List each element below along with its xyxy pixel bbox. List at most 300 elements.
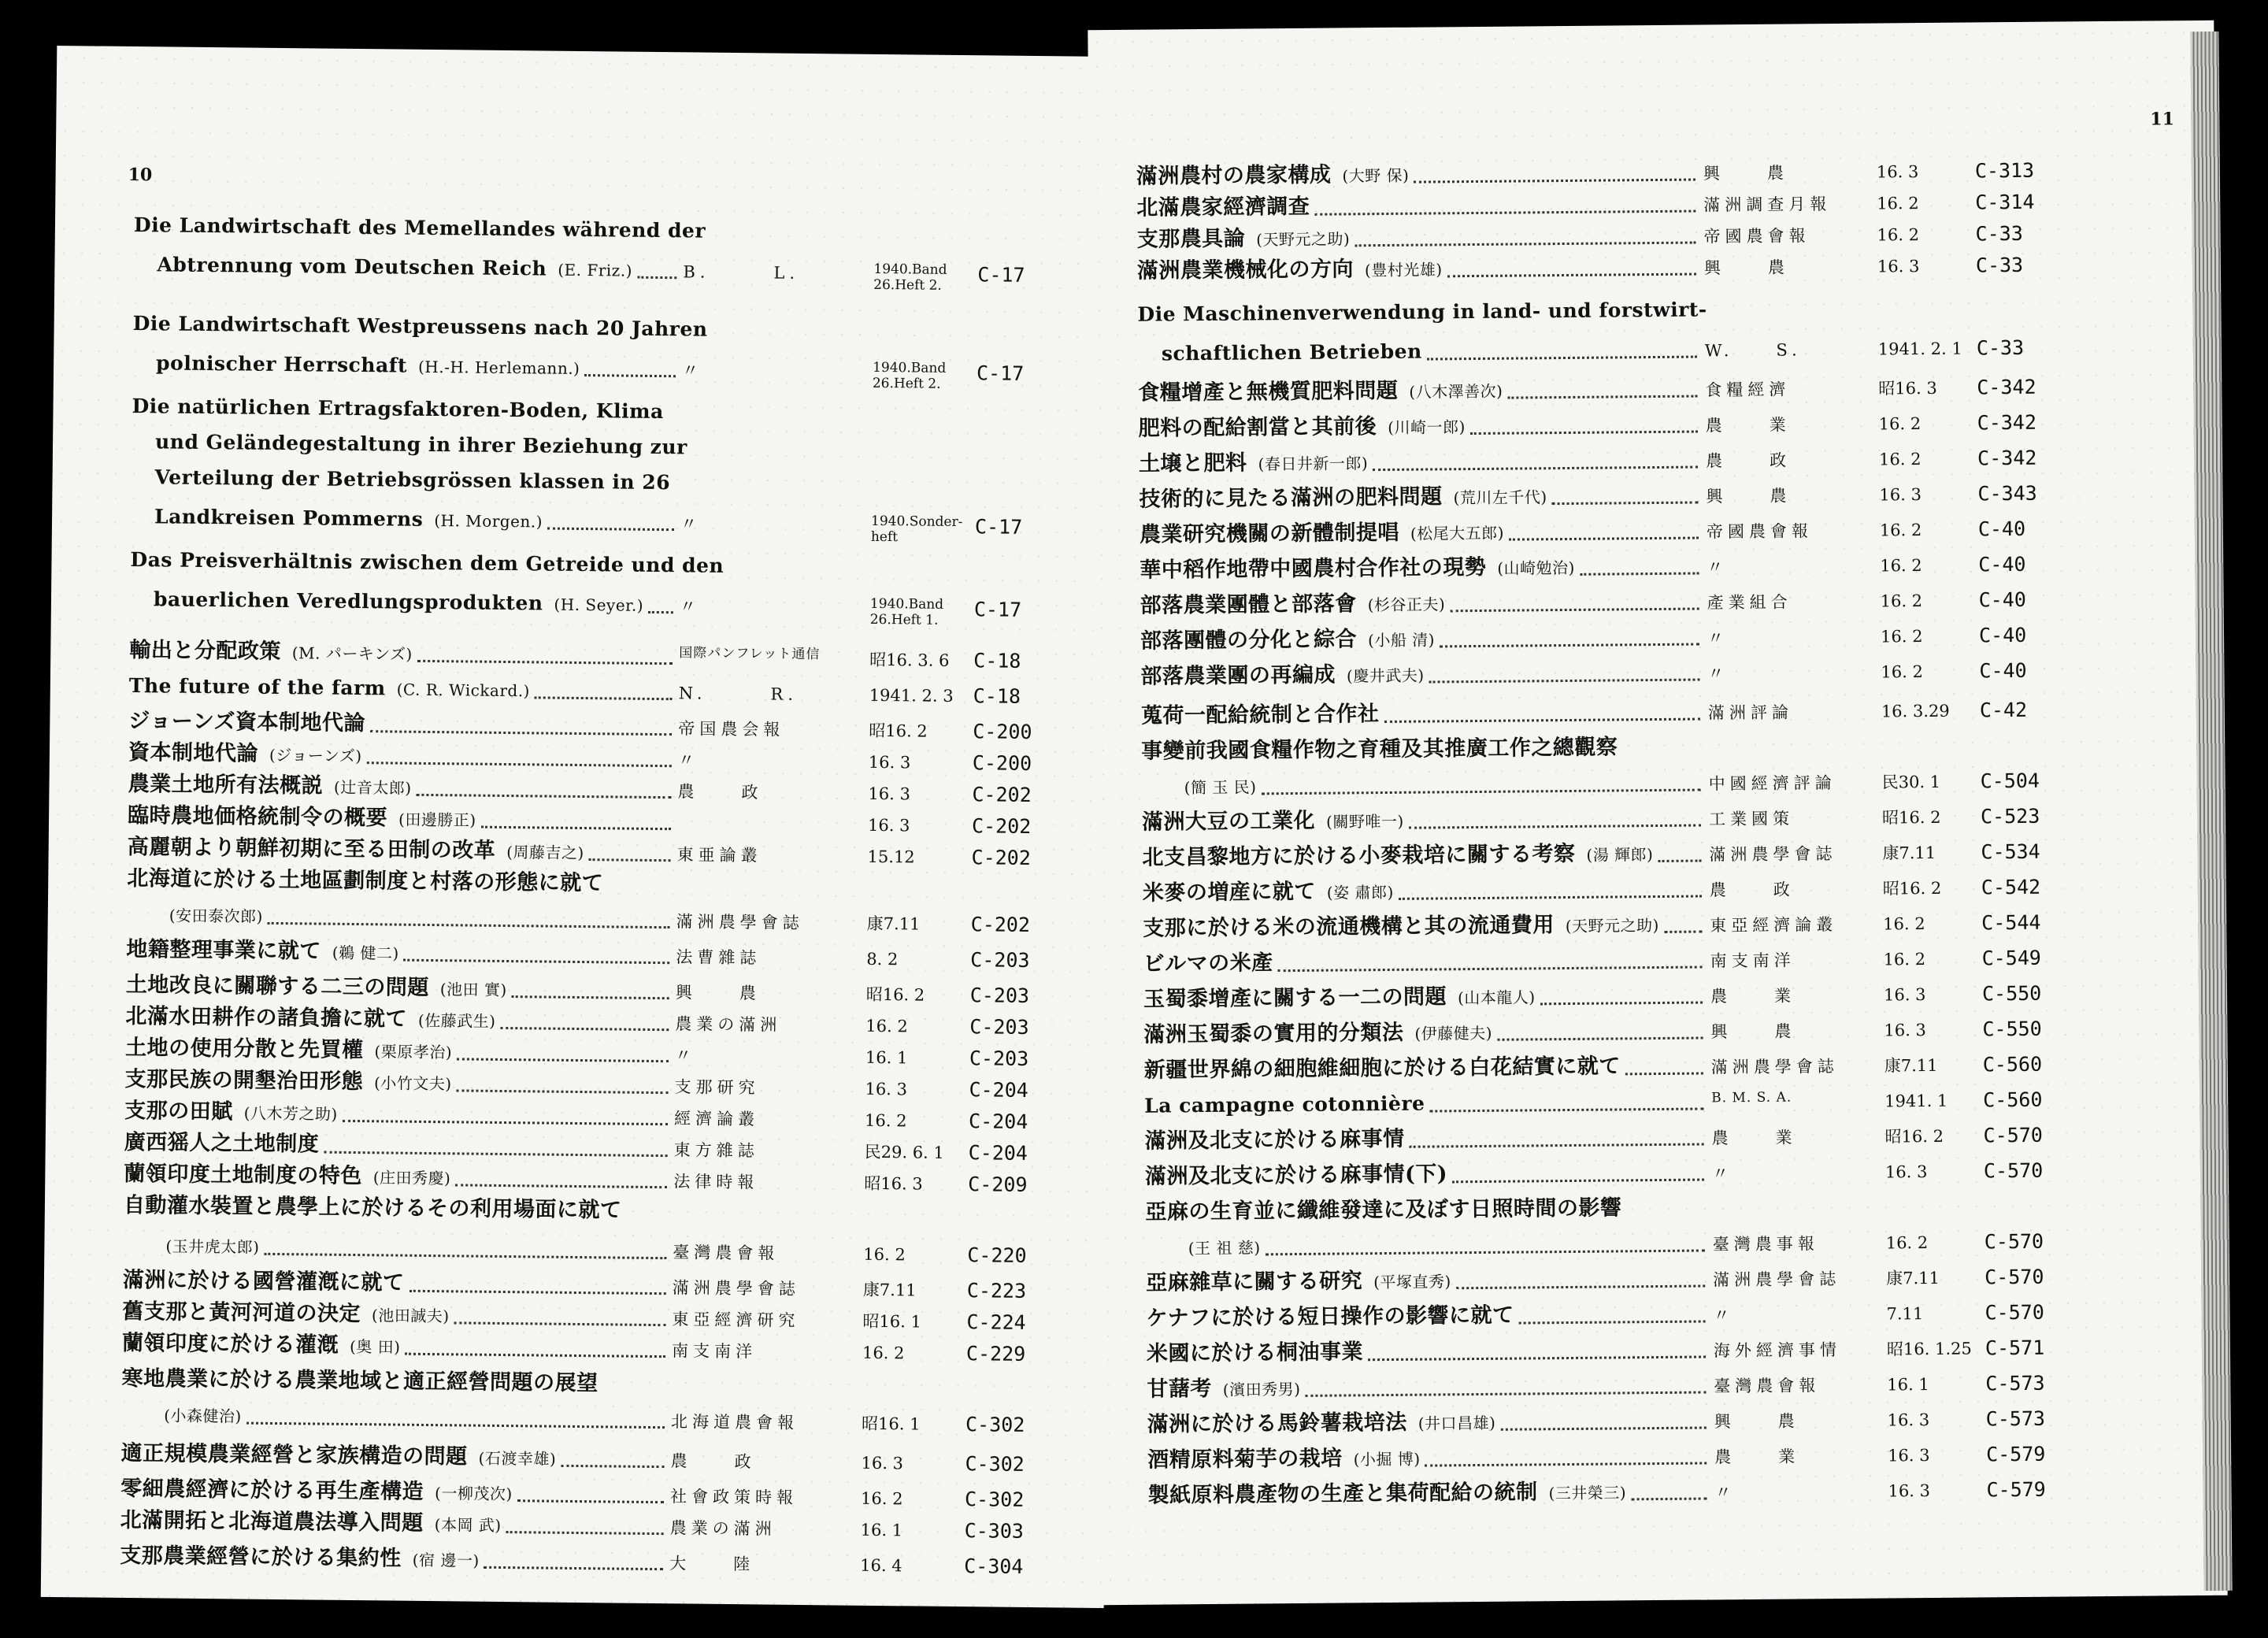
leader-dots bbox=[1451, 608, 1699, 613]
leader-dots bbox=[1355, 242, 1696, 247]
entry-date: 民30. 1 bbox=[1881, 772, 1941, 792]
leader-dots bbox=[1368, 1355, 1706, 1361]
entry-author: (山崎勉治) bbox=[1497, 558, 1575, 578]
entry-code: C-302 bbox=[964, 1488, 1025, 1511]
entry-source bbox=[1704, 292, 1893, 294]
entry-code: C-17 bbox=[973, 598, 1022, 621]
leader-dots bbox=[417, 660, 673, 665]
entry-title-text: 玉蜀黍增產に關する一二の問題 bbox=[1143, 984, 1447, 1012]
entry-author: (荒川左千代) bbox=[1453, 487, 1547, 508]
entry-title bbox=[1140, 658, 1424, 695]
entry-source: 興 農 bbox=[1703, 258, 1790, 278]
entry-row bbox=[54, 306, 1109, 351]
entry-title bbox=[1147, 1405, 1496, 1443]
entry-title bbox=[1139, 479, 1547, 518]
entry-source: 農業の滿洲 bbox=[675, 1014, 782, 1035]
entry-title bbox=[1145, 1191, 1621, 1229]
entry-title bbox=[1143, 874, 1394, 912]
left-page bbox=[41, 46, 1121, 1608]
entry-title bbox=[154, 582, 644, 623]
entry-date: 16. 3 bbox=[861, 1453, 904, 1473]
entry-title-text: 滿洲に於ける國營灌漑に就て bbox=[122, 1267, 405, 1295]
entry-author: (簡 玉 民) bbox=[1184, 777, 1257, 798]
entry-title-text: 亞麻雜草に關する研究 bbox=[1146, 1269, 1363, 1295]
entry-source: 滿洲調查月報 bbox=[1703, 195, 1832, 215]
entry-source: 中國經濟評論 bbox=[1708, 773, 1836, 794]
entry-date: 16. 3 bbox=[1887, 1410, 1930, 1430]
entry-title-text: 北海道に於ける土地區劃制度と村落の形態に就て bbox=[127, 865, 604, 896]
entry-date: 康7.11 bbox=[1884, 1055, 1938, 1076]
entry-source: 滿洲農學會誌 bbox=[672, 1278, 800, 1299]
entry-date: 1941. 1 bbox=[1884, 1091, 1948, 1111]
leader-dots bbox=[1456, 1284, 1705, 1289]
entry-code: C-17 bbox=[974, 515, 1023, 539]
entry-code: C-534 bbox=[1981, 839, 2040, 864]
entry-source: 社會政策時報 bbox=[669, 1487, 799, 1507]
leader-dots bbox=[1509, 537, 1699, 541]
entry-code: C-202 bbox=[972, 783, 1032, 806]
entry-title bbox=[1141, 697, 1380, 734]
entry-author: (奥 田) bbox=[349, 1336, 401, 1357]
entry-title-text: 滿洲に於ける馬鈴薯栽培法 bbox=[1147, 1410, 1407, 1437]
leader-dots bbox=[1314, 210, 1695, 216]
entry-source bbox=[676, 869, 865, 871]
entry-date: 昭16. 1.25 bbox=[1886, 1339, 1972, 1359]
entry-source: 支那研究 bbox=[674, 1077, 760, 1098]
entry-source: 北海道農會報 bbox=[670, 1412, 799, 1432]
entry-source: 農業の滿洲 bbox=[669, 1518, 776, 1539]
entry-date: 昭16. 1 bbox=[861, 1414, 921, 1434]
entry-code: C-523 bbox=[1980, 804, 2040, 828]
entry-title bbox=[122, 1326, 401, 1365]
entry-title bbox=[1144, 1049, 1621, 1088]
entry-source: 法曹雜誌 bbox=[676, 947, 762, 968]
entry-author: (小竹文夫) bbox=[373, 1073, 452, 1094]
entry-date: 16. 2 bbox=[862, 1343, 905, 1363]
entry-title-text: 酒精原料菊芋の栽培 bbox=[1147, 1446, 1343, 1473]
entry-source: 滿洲農學會誌 bbox=[1710, 1057, 1839, 1077]
entry-title bbox=[1173, 769, 1256, 805]
leader-dots bbox=[1552, 502, 1699, 506]
entry-author: (本岡 武) bbox=[434, 1515, 502, 1535]
entry-code: C-42 bbox=[1979, 698, 2028, 722]
entry-row bbox=[52, 498, 1107, 544]
entry-title-text: 蘭領印度に於ける灌漑 bbox=[121, 1330, 339, 1358]
entry-source: 南支南洋 bbox=[1710, 951, 1796, 971]
entry-title-text: 滿洲大豆の工業化 bbox=[1141, 808, 1316, 835]
entry-title bbox=[132, 389, 664, 429]
leader-dots bbox=[343, 1120, 668, 1125]
entry-title-text: 土地改良に關聯する二三の問題 bbox=[125, 972, 430, 1000]
entry-title-text: bauerlichen Veredlungsprodukten bbox=[153, 587, 543, 615]
entry-title-text: 農業研究機關の新體制提唱 bbox=[1139, 520, 1400, 547]
entry-code: C-203 bbox=[969, 1015, 1029, 1039]
entry-code: C-544 bbox=[1981, 910, 2041, 935]
entry-author: (大野 保) bbox=[1342, 165, 1410, 186]
entry-title-text: ケナフに於ける短日操作の影響に就て bbox=[1146, 1303, 1514, 1331]
entry-source: 農 業 bbox=[1710, 986, 1796, 1006]
entry-date: 昭16. 2 bbox=[1882, 878, 1942, 899]
entry-code: C-549 bbox=[1981, 946, 2042, 970]
entry-code: C-200 bbox=[973, 720, 1032, 743]
leader-dots bbox=[1305, 1391, 1706, 1396]
entry-date: 16. 2 bbox=[864, 1110, 907, 1131]
entry-source: B. M. S. A. bbox=[1711, 1089, 1792, 1106]
entry-title-text: Landkreisen Pommerns bbox=[154, 505, 424, 531]
entry-code: C-224 bbox=[966, 1310, 1026, 1334]
entry-title bbox=[132, 306, 707, 347]
entry-code: C-40 bbox=[1979, 658, 2027, 683]
entry-source: 東亞經濟研究 bbox=[672, 1310, 800, 1330]
entry-source: 滿洲農學會誌 bbox=[1709, 844, 1837, 865]
leader-dots bbox=[637, 276, 676, 280]
entry-code: C-573 bbox=[1985, 1371, 2045, 1395]
leader-dots bbox=[1507, 395, 1697, 399]
entry-date: 16. 2 bbox=[1877, 194, 1919, 213]
entry-author: (安田泰次郎) bbox=[169, 906, 264, 926]
entry-date: 1940.Band 26.Heft 1. bbox=[869, 595, 944, 628]
entry-title-text: 米麥の増産に就て bbox=[1142, 879, 1316, 906]
entry-date: 16. 2 bbox=[1879, 521, 1922, 540]
entry-code: C-203 bbox=[969, 1047, 1029, 1070]
entry-date: 16. 4 bbox=[860, 1555, 902, 1576]
entry-source bbox=[681, 432, 870, 434]
entry-code: C-342 bbox=[1977, 410, 2037, 435]
leader-dots bbox=[1440, 643, 1699, 648]
entry-title-text: 舊支那と黃河河道の決定 bbox=[122, 1299, 361, 1327]
leader-dots bbox=[1625, 1073, 1703, 1076]
leader-dots bbox=[500, 1027, 669, 1031]
entry-code: C-314 bbox=[1975, 190, 2035, 214]
entry-date: 16. 2 bbox=[1880, 627, 1923, 647]
entry-title-text: 米國に於ける桐油事業 bbox=[1146, 1340, 1364, 1366]
entry-author: (小船 清) bbox=[1367, 630, 1436, 650]
entry-title bbox=[1136, 190, 1310, 226]
entry-source bbox=[673, 1195, 862, 1198]
entry-title-text: 自動灌水裝置と農學上に於けるその利用場面に就て bbox=[123, 1192, 622, 1223]
leader-dots bbox=[1262, 789, 1701, 795]
entry-source: 海外經濟事情 bbox=[1713, 1340, 1842, 1361]
entry-title-text: 北滿開拓と北海道農法導入問題 bbox=[120, 1507, 424, 1536]
entry-author: (井口昌雄) bbox=[1418, 1413, 1496, 1433]
entry-author: (宿 邊一) bbox=[412, 1550, 480, 1570]
entry-title-text: ビルマの米產 bbox=[1143, 951, 1273, 976]
entry-code: C-570 bbox=[1983, 1158, 2044, 1183]
entry-author: (H.-H. Herlemann.) bbox=[417, 357, 580, 378]
leader-dots bbox=[1632, 1497, 1707, 1500]
entry-title bbox=[1146, 1263, 1451, 1301]
leader-dots bbox=[1410, 1143, 1704, 1148]
entry-title-text: Die natürlichen Ertragsfaktoren-Boden, Klima bbox=[132, 395, 664, 424]
entry-title-text: 部落農業團の再編成 bbox=[1140, 662, 1336, 689]
entry-title-text: 廣西猺人之土地制度 bbox=[124, 1129, 320, 1157]
entry-row bbox=[54, 246, 1110, 292]
entry-code: C-229 bbox=[965, 1342, 1026, 1366]
entry-title-text: Die Landwirtschaft des Memellandes während der bbox=[133, 213, 706, 243]
entry-date: 昭16. 2 bbox=[1884, 1126, 1944, 1147]
entry-title bbox=[157, 247, 632, 287]
leader-dots bbox=[1497, 1037, 1703, 1041]
entry-title bbox=[1137, 251, 1443, 289]
entry-date: 1941. 2. 3 bbox=[869, 685, 954, 706]
entry-date: 16. 3 bbox=[1876, 162, 1919, 182]
entry-source: 南支南洋 bbox=[671, 1341, 758, 1362]
entry-author: (川崎一郎) bbox=[1388, 417, 1466, 437]
entry-title bbox=[126, 932, 399, 971]
entry-title-text: schaftlichen Betrieben bbox=[1161, 339, 1422, 365]
entry-source: 〃 bbox=[1711, 1164, 1734, 1184]
entry-code: C-571 bbox=[1984, 1336, 2045, 1360]
page-number: 10 bbox=[128, 164, 153, 186]
entry-code: C-504 bbox=[1980, 769, 2040, 793]
leader-dots bbox=[1409, 825, 1701, 829]
entry-title bbox=[134, 208, 706, 249]
entry-date: 昭16. 2 bbox=[865, 984, 925, 1005]
entry-code: C-200 bbox=[972, 751, 1032, 775]
entry-author: (平塚直秀) bbox=[1373, 1272, 1451, 1292]
entry-author: (湯 輝郎) bbox=[1586, 845, 1654, 865]
entry-source: 農 政 bbox=[1709, 880, 1795, 900]
entry-code: C-342 bbox=[1977, 446, 2037, 470]
entry-title-text: 支那の田賦 bbox=[124, 1098, 233, 1125]
entry-author: (辻音太郎) bbox=[333, 777, 412, 798]
entry-date: 16. 2 bbox=[1878, 450, 1922, 469]
entry-title bbox=[1140, 586, 1445, 624]
entry-code: C-542 bbox=[1981, 875, 2041, 899]
entry-row bbox=[1091, 328, 2146, 372]
entry-author: (玉井虎太郎) bbox=[165, 1236, 260, 1257]
leader-dots bbox=[1384, 718, 1700, 723]
entry-date: 16. 3 bbox=[868, 784, 911, 804]
leader-dots bbox=[1266, 1249, 1705, 1255]
entry-title bbox=[158, 897, 264, 933]
entry-title bbox=[1162, 335, 1422, 372]
entry-author: (栗原孝治) bbox=[374, 1042, 453, 1062]
entry-title-text: Verteilung der Betriebsgrössen klassen in 26 bbox=[154, 465, 671, 495]
entry-code: C-579 bbox=[1986, 1477, 2046, 1502]
entry-source: 〃 bbox=[679, 597, 702, 617]
entry-author: (小森健治) bbox=[164, 1406, 242, 1426]
entry-code: C-570 bbox=[1984, 1229, 2044, 1254]
entry-code: C-18 bbox=[973, 684, 1021, 708]
entry-source: 興 農 bbox=[1710, 1021, 1796, 1042]
entry-title bbox=[1147, 1335, 1363, 1371]
entry-title-text: 支那農具論 bbox=[1136, 226, 1246, 252]
entry-code: C-209 bbox=[968, 1173, 1028, 1196]
entry-author: (C. R. Wickard.) bbox=[396, 680, 531, 701]
entry-title-text: ジョーンズ資本制地代論 bbox=[128, 708, 366, 736]
leader-dots bbox=[547, 528, 674, 532]
entry-source: 經濟論叢 bbox=[674, 1109, 760, 1129]
entry-date: 昭16. 2 bbox=[1881, 807, 1941, 828]
entry-source: 農 業 bbox=[1711, 1128, 1797, 1148]
leader-dots bbox=[584, 374, 676, 377]
entry-title-text: 土壌と肥料 bbox=[1138, 450, 1247, 476]
entry-title-text: 華中稻作地帶中國農村合作社の現勢 bbox=[1140, 554, 1487, 583]
entry-author: (慶井武夫) bbox=[1346, 665, 1425, 686]
entry-code: C-203 bbox=[969, 984, 1030, 1007]
entry-title-text: 蒐荷一配給統制と合作社 bbox=[1140, 702, 1380, 728]
entry-date: 8. 2 bbox=[866, 949, 899, 969]
entry-row bbox=[51, 542, 1106, 587]
entry-code: C-223 bbox=[966, 1279, 1027, 1303]
entry-title bbox=[1143, 907, 1659, 947]
entry-title bbox=[1140, 515, 1504, 554]
entry-date: 16. 3 bbox=[1884, 1162, 1928, 1182]
entry-title-text: 滿洲及北支に於ける麻事情(下) bbox=[1144, 1162, 1448, 1189]
entry-source: 帝國農會報 bbox=[1706, 521, 1813, 542]
entry-date: 16. 1 bbox=[865, 1047, 908, 1068]
entry-author: (杉谷正夫) bbox=[1367, 595, 1446, 615]
entry-date: 昭16. 3. 6 bbox=[869, 650, 950, 670]
entry-source: 滿洲評論 bbox=[1707, 702, 1793, 723]
entry-code: C-342 bbox=[1977, 375, 2036, 399]
entry-row bbox=[51, 581, 1106, 627]
entry-title-text: Die Maschinenverwendung in land- und forstwirt- bbox=[1137, 298, 1707, 326]
entry-author: (王 祖 慈) bbox=[1188, 1238, 1261, 1258]
entry-source: 興 農 bbox=[1703, 163, 1789, 183]
entry-date: 15.12 bbox=[867, 847, 915, 867]
entry-title-text: 輸出と分配政策 bbox=[129, 637, 281, 665]
entry-source: 東亜論叢 bbox=[676, 845, 762, 865]
leader-dots bbox=[1658, 860, 1702, 862]
entry-title-text: und Geländegestaltung in ihrer Beziehung zur bbox=[154, 430, 687, 459]
entry-source: 〃 bbox=[1713, 1306, 1735, 1325]
entry-row bbox=[1090, 289, 2145, 333]
entry-source: 興 農 bbox=[1714, 1411, 1799, 1432]
entry-source bbox=[683, 313, 872, 316]
entry-title-text: La campagne cotonnière bbox=[1144, 1091, 1425, 1117]
entry-date: 16. 3 bbox=[1884, 1021, 1926, 1040]
entry-code: C-550 bbox=[1982, 1017, 2042, 1041]
leader-dots bbox=[1429, 679, 1700, 684]
entry-source: 〃 bbox=[1707, 628, 1729, 648]
entry-author: (小掘 博) bbox=[1353, 1449, 1421, 1469]
leader-dots bbox=[1373, 466, 1698, 472]
entry-date: 1940.Band 26.Heft 2. bbox=[872, 359, 947, 392]
leader-dots bbox=[1427, 356, 1697, 361]
entry-source: 興 農 bbox=[675, 983, 761, 1003]
entry-author: (關野唯一) bbox=[1325, 811, 1404, 832]
entry-author: (周藤吉之) bbox=[506, 843, 584, 863]
page-number: 11 bbox=[2150, 109, 2175, 130]
entry-title-text: 北滿水田耕作の諸負擔に就て bbox=[125, 1003, 408, 1032]
entry-date: 16. 2 bbox=[1885, 1233, 1929, 1253]
entry-code: C-313 bbox=[1974, 158, 2035, 183]
entry-source bbox=[1712, 1190, 1901, 1191]
entry-date: 16. 2 bbox=[1883, 914, 1925, 934]
entry-title-text: 事變前我國食糧作物之育種及其推廣工作之總觀察 bbox=[1141, 735, 1618, 764]
entry-author: (天野元之助) bbox=[1565, 915, 1659, 936]
entry-source: 滿洲農學會誌 bbox=[1713, 1269, 1841, 1290]
entry-title-text: 支那農業經營に於ける集約性 bbox=[120, 1543, 402, 1571]
entry-code: C-204 bbox=[968, 1141, 1028, 1165]
entry-title bbox=[1147, 1441, 1421, 1479]
entry-source: 国際パンフレット通信 bbox=[679, 645, 821, 663]
entry-source: 法律時報 bbox=[673, 1172, 759, 1192]
entry-title bbox=[1143, 946, 1273, 981]
entry-author: (H. Seyer.) bbox=[554, 595, 644, 615]
entry-author: (天野元之助) bbox=[1256, 229, 1351, 250]
leader-dots bbox=[1540, 1002, 1703, 1006]
entry-source: 臺灣農會報 bbox=[673, 1243, 780, 1263]
entry-title-text: 支那民族の開墾治田形態 bbox=[124, 1066, 364, 1095]
leader-dots bbox=[410, 1290, 666, 1295]
entry-title-text: 肥料の配給割當と其前後 bbox=[1138, 414, 1377, 441]
leader-dots bbox=[1501, 1426, 1707, 1430]
entry-source: 產業組合 bbox=[1707, 592, 1792, 613]
entry-code: C-304 bbox=[964, 1555, 1024, 1578]
leader-dots bbox=[1519, 1320, 1706, 1324]
entry-author: (M. パーキンズ) bbox=[291, 643, 413, 664]
entry-row bbox=[55, 207, 1110, 253]
entry-author: (池田誠夫) bbox=[371, 1306, 450, 1326]
entry-title-text: 資本制地代論 bbox=[128, 739, 259, 766]
entry-source: 東方雜誌 bbox=[673, 1140, 759, 1161]
entry-title-text: 北滿農家經濟調查 bbox=[1136, 194, 1310, 220]
entry-author: (H. Morgen.) bbox=[434, 511, 543, 532]
entry-code: C-40 bbox=[1978, 623, 2027, 647]
entry-title-text: 支那に於ける米の流通機構と其の流通費用 bbox=[1143, 913, 1555, 941]
entry-code: C-570 bbox=[1983, 1123, 2043, 1147]
entry-date: 16. 2 bbox=[1880, 556, 1922, 576]
leader-dots bbox=[264, 1253, 666, 1259]
entry-date: 昭16. 1 bbox=[862, 1311, 922, 1332]
entry-source bbox=[684, 215, 873, 217]
entry-title-text: 農業土地所有法概説 bbox=[128, 771, 324, 799]
entry-date: 16. 3.29 bbox=[1881, 701, 1950, 721]
entry-title-text: 亞麻の生育並に纖維發達に及ぼす日照時間の影響 bbox=[1145, 1195, 1622, 1225]
entry-source bbox=[682, 396, 871, 398]
entry-title bbox=[154, 499, 543, 539]
entry-title-text: 臨時農地価格統制令の概要 bbox=[127, 802, 388, 831]
entry-code: C-17 bbox=[976, 361, 1025, 385]
entry-author: (松尾大五郎) bbox=[1410, 523, 1505, 543]
entry-author: (豊村光雄) bbox=[1364, 260, 1443, 280]
entry-date: 16. 2 bbox=[1883, 950, 1926, 969]
entry-code: C-204 bbox=[968, 1110, 1028, 1133]
entry-title bbox=[1146, 1299, 1514, 1336]
entry-source: 帝国農会報 bbox=[678, 719, 785, 739]
entry-date: 康7.11 bbox=[866, 914, 921, 934]
entry-source: 臺灣農會報 bbox=[1714, 1376, 1821, 1396]
entry-date: 16. 3 bbox=[1888, 1446, 1930, 1466]
entry-code: C-202 bbox=[971, 846, 1032, 869]
entry-source: B. L. bbox=[683, 262, 800, 283]
leader-dots bbox=[1425, 1462, 1707, 1466]
entry-title bbox=[1141, 730, 1618, 769]
entry-title-text: 滿洲玉蜀黍の實用的分類法 bbox=[1143, 1020, 1404, 1047]
entry-author: (ジョーンズ) bbox=[269, 745, 362, 766]
entry-code: C-33 bbox=[1976, 335, 2025, 360]
entry-code: C-40 bbox=[1977, 517, 2026, 541]
entry-title bbox=[1145, 1157, 1447, 1194]
entry-author: (田邊勝正) bbox=[398, 810, 476, 830]
entry-date: 16. 2 bbox=[863, 1244, 906, 1265]
entry-title bbox=[1140, 550, 1575, 589]
leader-dots bbox=[370, 730, 672, 736]
entry-author: (伊藤健夫) bbox=[1414, 1023, 1493, 1043]
entry-row bbox=[54, 345, 1109, 391]
leader-dots bbox=[1414, 179, 1695, 183]
entry-code: C-202 bbox=[971, 814, 1032, 838]
entry-author: (姿 肅郎) bbox=[1326, 882, 1394, 902]
entry-date: 昭16. 3 bbox=[1878, 378, 1937, 398]
entry-title bbox=[129, 633, 413, 672]
entry-title bbox=[1137, 292, 1707, 332]
entry-date: 16. 3 bbox=[1883, 985, 1926, 1005]
entry-date: 民29. 6. 1 bbox=[864, 1142, 944, 1162]
